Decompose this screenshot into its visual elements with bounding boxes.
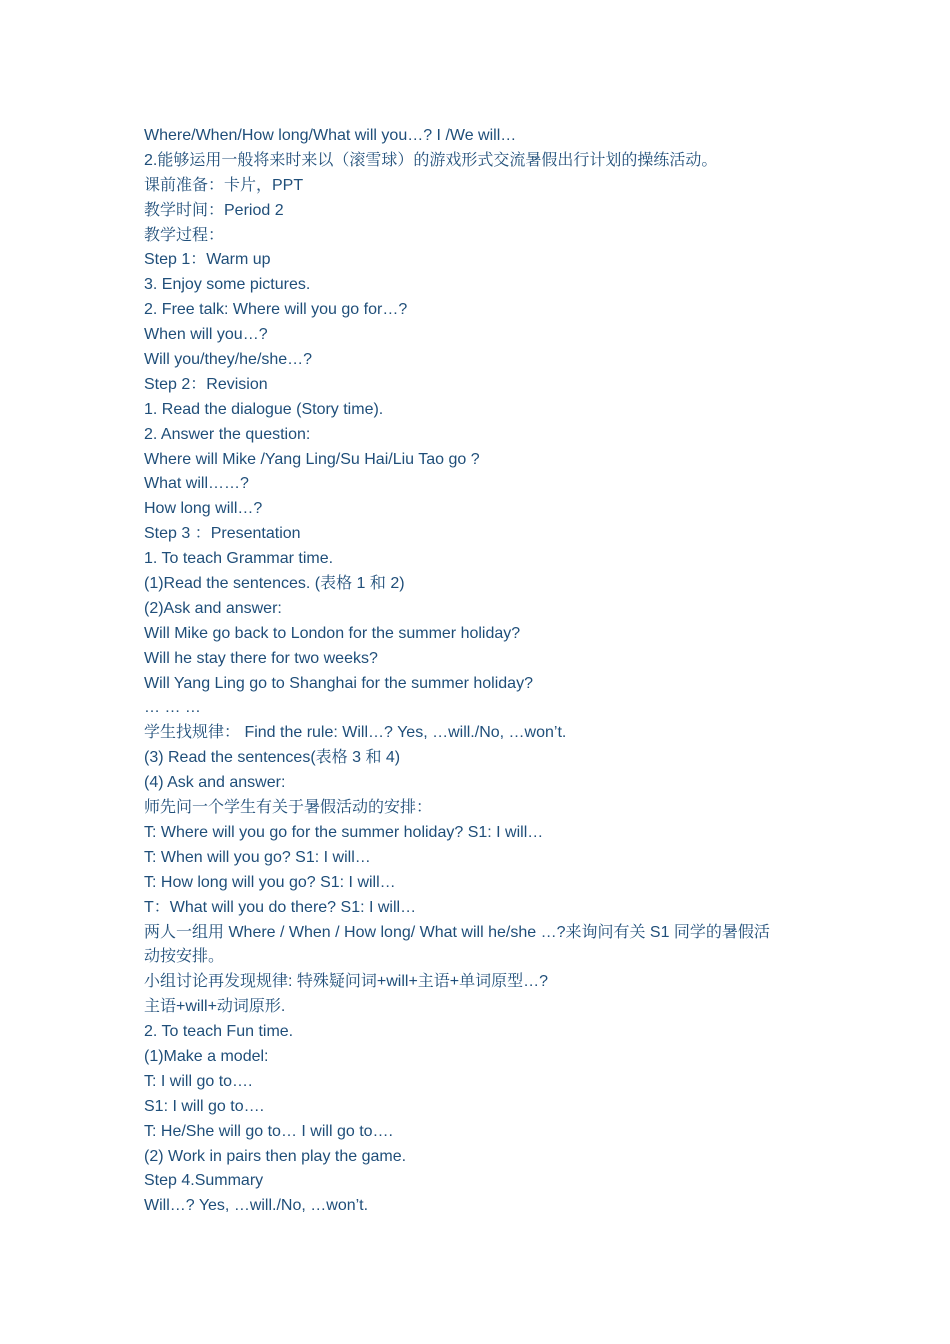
text-line: (1)Make a model: <box>144 1047 269 1065</box>
text-line: T: How long will you go? S1: I will… <box>144 873 396 891</box>
text-line: Will you/they/he/she…? <box>144 351 313 369</box>
text-line: 1. To teach Grammar time. <box>144 550 334 568</box>
text-line: 教学过程： <box>144 226 225 244</box>
text-line: S1: I will go to…. <box>144 1097 265 1115</box>
text-line: What will……? <box>144 475 249 493</box>
step-heading: Step 2：Revision <box>144 375 268 393</box>
text-line: (3) Read the sentences(表格 3 和 4) <box>144 749 401 767</box>
lesson-plan-text <box>144 124 824 1219</box>
text-line: (1)Read the sentences. (表格 1 和 2) <box>144 575 405 593</box>
text-line: 动按安排。 <box>144 948 225 966</box>
text-line: 2. Free talk: Where will you go for…? <box>144 301 408 319</box>
text-line: … … … <box>144 699 201 717</box>
text-line: When will you…? <box>144 326 268 344</box>
text-line: Where/When/How long/What will you…? I /We will… <box>144 127 517 144</box>
text-line: 2. Answer the question: <box>144 425 311 443</box>
text-line: 学生找规律： Find the rule: Will…? Yes, …will./No, …won’t. <box>144 724 567 742</box>
step-heading: Step 4.Summary <box>144 1172 264 1190</box>
text-line: Where will Mike /Yang Ling/Su Hai/Liu Tao go ? <box>144 450 480 468</box>
step-heading: Step 1：Warm up <box>144 251 271 269</box>
text-line: T: He/She will go to… I will go to…. <box>144 1122 393 1140</box>
text-line: 教学时间：Period 2 <box>144 201 284 219</box>
text-line: 主语+will+动词原形. <box>144 998 286 1016</box>
text-line: (2)Ask and answer: <box>144 599 282 617</box>
text-line: (4) Ask and answer: <box>144 774 286 792</box>
text-line: 3. Enjoy some pictures. <box>144 276 311 294</box>
step-heading: Step 3 ：Presentation <box>144 525 301 543</box>
text-line: 2. To teach Fun time. <box>144 1023 294 1041</box>
text-line: 师先问一个学生有关于暑假活动的安排： <box>144 799 433 817</box>
text-line: 1. Read the dialogue (Story time). <box>144 400 384 418</box>
text-line: Will he stay there for two weeks? <box>144 649 378 667</box>
text-line: 小组讨论再发现规律: 特殊疑问词+will+主语+单词原型…? <box>144 973 549 991</box>
text-line: Will…? Yes, …will./No, …won’t. <box>144 1197 369 1215</box>
text-line: 两人一组用 Where / When / How long/ What will he/she …?来询问有关 S1 同学的暑假活 <box>144 923 770 941</box>
text-line: (2) Work in pairs then play the game. <box>144 1147 407 1165</box>
text-line: 2.能够运用一般将来时来以（滚雪球）的游戏形式交流暑假出行计划的操练活动。 <box>144 151 718 169</box>
text-line: 课前准备：卡片，PPT <box>144 176 304 194</box>
text-line: How long will…? <box>144 500 263 518</box>
text-line: T：What will you do there? S1: I will… <box>144 898 417 916</box>
text-line: T: When will you go? S1: I will… <box>144 848 371 866</box>
text-line: Will Yang Ling go to Shanghai for the summer holiday? <box>144 674 533 692</box>
text-line: Will Mike go back to London for the summer holiday? <box>144 624 521 642</box>
text-line: T: Where will you go for the summer holiday? S1: I will… <box>144 823 544 841</box>
text-line: T: I will go to…. <box>144 1072 253 1090</box>
